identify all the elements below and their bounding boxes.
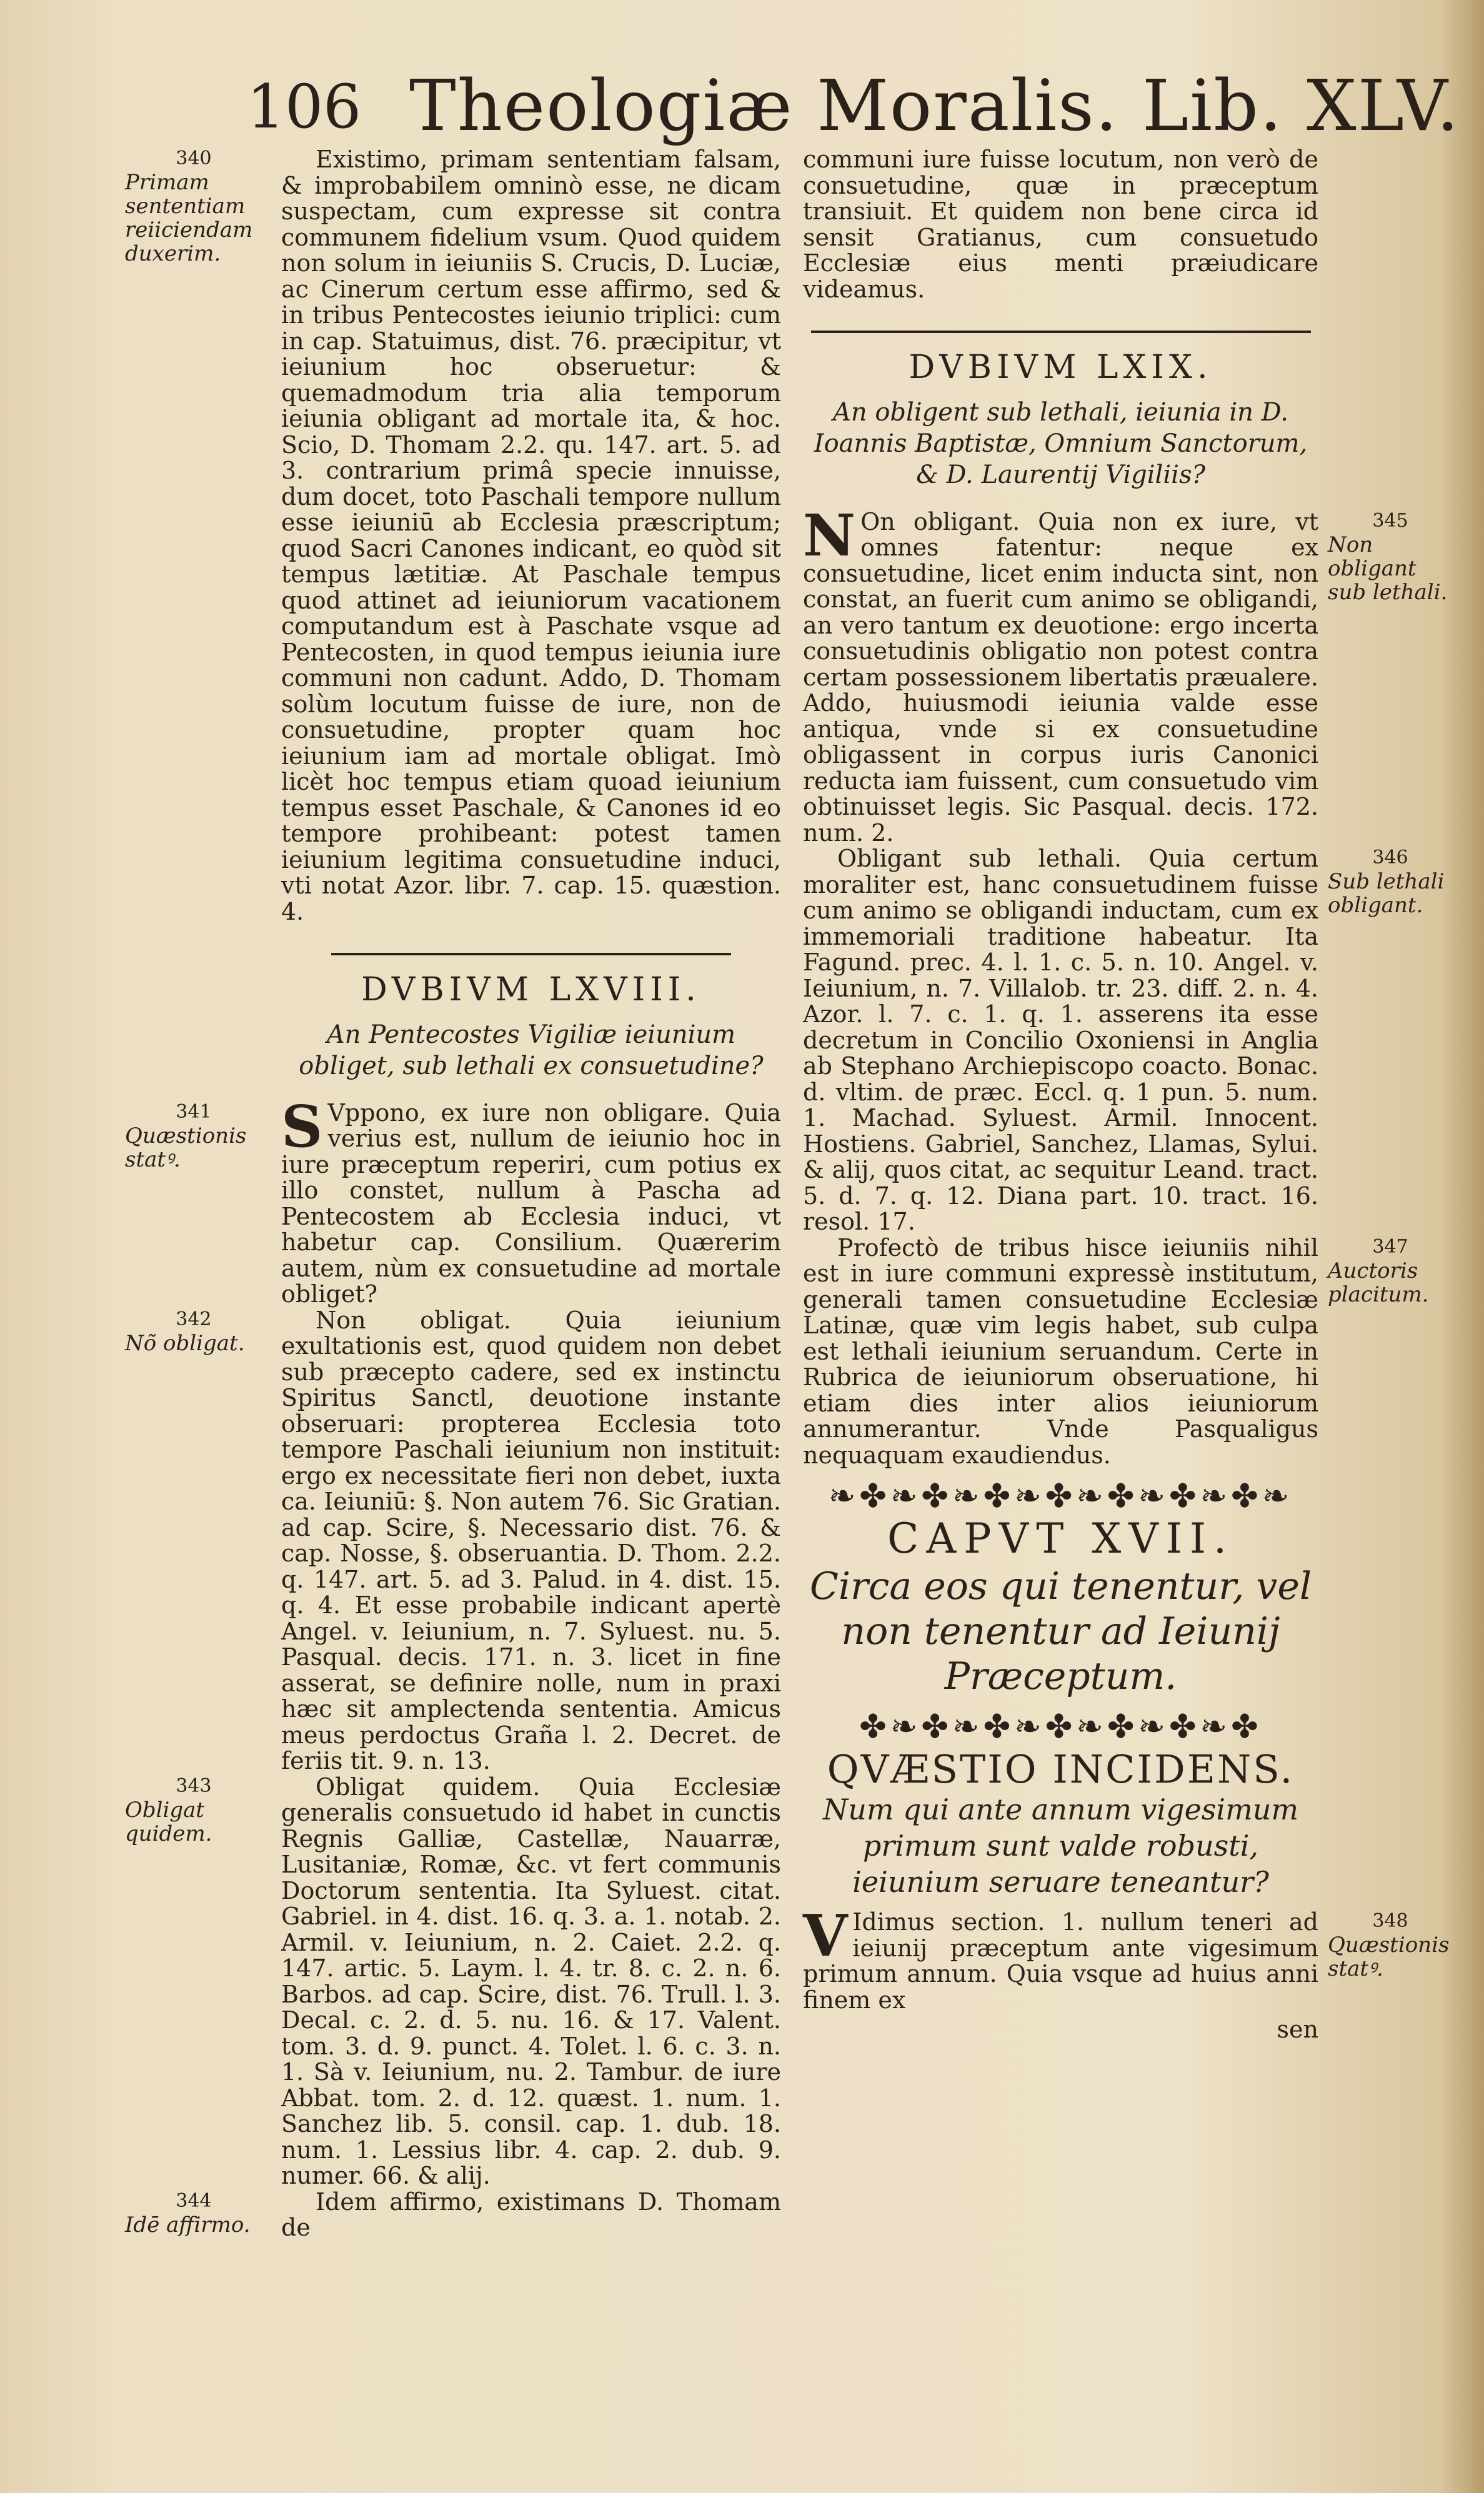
drop-cap: N <box>803 501 856 569</box>
margin-note-347: 347 Auctoris placitum. <box>1328 1235 1429 1307</box>
margin-note-340: 340 Primam sententiam reiiciendam duxerim. <box>125 147 253 266</box>
margin-note-343: 343 Obligat quidem. <box>125 1774 212 1846</box>
paragraph-348 <box>803 1902 1450 2014</box>
paragraph-341 <box>125 1092 781 1308</box>
paragraph-text: Vppono, ex iure non obligare. Quia verius est, nullum de ieiunio hoc in iure præceptum reperiri, cum potius ex illo constet, nullum à Pascha ad Pentecostem ab Ecclesia induci, vt habetur cap. Consilium. Quærerim autem, nùm ex consuetudine ad mortale obliget? <box>281 1098 781 1308</box>
running-title: Theologiæ Moralis. Lib. XLV. <box>409 66 1460 147</box>
caput-heading: CAPVT XVII. <box>887 1514 1234 1563</box>
section-rule <box>811 331 1311 333</box>
paragraph-340 <box>125 146 781 925</box>
paragraph-continuation: communi iure fuisse locutum, non verò de consuetudine, quæ in præceptum transiuit. Et quidem non bene circa id sensit Gratianus, cum consuetudo Ecclesiæ eius menti præiudicare videamus. <box>803 146 1318 303</box>
paragraph-347 <box>803 1233 1429 1469</box>
paragraph-text: Idem affirmo, existimans D. Thomam de <box>281 2187 781 2241</box>
margin-note-346: 346 Sub lethali obligant. <box>1328 847 1445 918</box>
margin-note-345: 345 Non obligant sub lethali. <box>1328 509 1448 605</box>
ornament-band-2: ✤❧✤❧✤❧✤❧✤❧✤❧✤ <box>859 1708 1262 1746</box>
dubium-heading: DVBIVM LXIX. <box>909 349 1213 386</box>
page-number: 106 <box>247 72 362 142</box>
paragraph-346 <box>803 845 1445 1235</box>
paragraph-text: Idimus section. 1. nullum teneri ad ieiunij præceptum ante vigesimum primum annum. Quia vsque ad huius anni finem ex <box>803 1908 1318 2014</box>
ornament-band: ❧✤❧✤❧✤❧✤❧✤❧✤❧✤❧ <box>828 1478 1293 1515</box>
paragraph-text: Profectò de tribus hisce ieiuniis nihil est in iure communi expressè institutum, generali tamen consuetudine Ecclesiæ Latinæ, quæ vim legis habet, sub culpa est lethali ieiunium seruandum. Certe in Rubrica de ieiuniorum obseruatione, hi etiam dies inter alios ieiuniorum annumerantur. Vnde Pasqualigus nequaquam exaudiendus. <box>803 1233 1318 1469</box>
paragraph-text: Obligat quidem. Quia Ecclesiæ generalis consuetudo id habet in cunctis Regnis Galliæ, Castellæ, Nauarræ, Lusitaniæ, Romæ, &c. vt fert communis Doctorum sententia. Ita Syluest. citat. Gabriel. in 4. dist. 16. q. 3. a. 1. notab. 2. Armil. v. Ieiunium, n. 2. Caiet. 2.2. q. 147. artic. 5. Laym. l. 4. tr. 8. c. 2. n. 6. Barbos. ad cap. Scire, dist. 76. Trull. l. 3. Decal. c. 2. d. 5. nu. 16. & 17. Valent. tom. 3. d. 9. punct. 4. Tolet. l. 6. c. 3. n. 1. Sà v. Ieiunium, nu. 2. Tambur. de iure Abbat. tom. 2. d. 12. quæst. 1. num. 1. Sanchez lib. 5. consil. cap. 1. dub. 18. num. 1. Lessius libr. 4. cap. 2. dub. 9. numer. 66. & alij. <box>281 1773 781 2189</box>
paragraph-344 <box>125 2187 781 2241</box>
margin-note-344: 344 Idē affirmo. <box>125 2189 251 2237</box>
page-header <box>247 59 1460 153</box>
margin-note-342: 342 Nõ obligat. <box>125 1308 245 1356</box>
drop-cap: S <box>281 1092 323 1160</box>
paragraph-text: Non obligat. Quia ieiunium exultationis est, quod quidem non debet sub præcepto cadere, sed ex instinctu Spiritus Sanctl, deuotione instante obseruari: propterea Ecclesia toto tempore Paschali ieiunium non instituit: ergo ex necessitate fieri non debet, iuxta ca. Ieiuniū: §. Non autem 76. Sic Gratian. ad cap. Scire, §. Necessario dist. 76. & cap. Nosse, §. obseruantia. D. Thom. 2.2. q. 147. art. 5. ad 3. Palud. in 4. dist. 15. q. 4. Et esse probabile indicant apertè Angel. v. Ieiunium, n. 7. Syluest. nu. 5. Pasqual. decis. 171. n. 3. licet in fine asserat, se definire nolle, num in praxi hæc sit amplectenda sententia. Amicus meus perdoctus Graña l. 2. Decret. de feriis tit. 9. n. 13. <box>281 1306 781 1774</box>
quaestio-question: Num qui ante annum vigesimum primum sunt valde robusti, ieiunium seruare teneantur? <box>823 1793 1298 1899</box>
dubium-question: An obligent sub lethali, ieiunia in D. Ioannis Baptistæ, Omnium Sanctorum, & D. Laurentij Vigiliis? <box>814 397 1308 489</box>
paragraph-text: On obligant. Quia non ex iure, vt omnes fatentur: neque ex consuetudine, licet enim inducta sint, non constat, an fuerit cum animo se obligandi, an vero tantum ex deuotione: ergo incerta consuetudinis obligatio non potest contra certam possessionem libertatis præualere. Addo, huiusmodi ieiunia valde esse antiqua, vnde si ex consuetudine obligassent in corpus iuris Canonici reducta iam fuissent, cum consuetudo vim obtinuisset legis. Sic Pasqual. decis. 172. num. 2. <box>803 507 1318 847</box>
paragraph-text: Existimo, primam sententiam falsam, & improbabilem omninò esse, ne dicam suspectam, cum expresse sit contra communem fidelium vsum. Quod quidem non solum in ieiuniis S. Crucis, D. Luciæ, ac Cinerum certum esse affirmo, sed & in tribus Pentecostes ieiunio triplici: cum in cap. Statuimus, dist. 76. præcipitur, vt ieiunium hoc obseruetur: & quemadmodum tria alia temporum ieiunia obligant ad mortale ita, & hoc. Scio, D. Thomam 2.2. qu. 147. art. 5. ad 3. contrarium primâ specie innuisse, dum docet, toto Paschali tempore nullum esse ieiuniū ab Ecclesia præscriptum; quod Sacri Canones indicant, eo quòd sit tempus lætitiæ. At Paschale tempus quod attinet ad ieiuniorum vacationem computandum est à Paschate vsque ad Pentecosten, in quod tempus ieiunia iure communi non cadunt. Addo, D. Thomam solùm locutum fuisse de iure, non de consuetudine, propter quam hoc ieiunium iam ad mortale obligat. Imò licèt hoc tempus etiam quoad ieiunium tempus esset Paschale, & Canones id eo tempore prohibeant: potest tamen ieiunium legitima consuetudine induci, vti notat Azor. libr. 7. cap. 15. quæstion. 4. <box>281 146 781 925</box>
paragraph-345 <box>803 501 1448 847</box>
dubium-heading: DVBIVM LXVIII. <box>361 971 701 1008</box>
caput-subtitle: Circa eos qui tenentur, vel non tenentur ad Ieiunij Præceptum. <box>809 1565 1312 1698</box>
paragraph-342 <box>125 1306 781 1774</box>
drop-cap: V <box>803 1902 848 1969</box>
left-column <box>125 146 781 2241</box>
margin-note-348: 348 Quæstionis statꝰ. <box>1328 1910 1450 1981</box>
dubium-question: An Pentecostes Vigiliæ ieiunium obliget, sub lethali ex consuetudine? <box>299 1020 764 1080</box>
quaestio-heading: QVÆSTIO INCIDENS. <box>827 1746 1295 1792</box>
catchword: sen <box>1277 2016 1318 2043</box>
paragraph-text: Obligant sub lethali. Quia certum moraliter est, hanc consuetudinem fuisse cum animo se obligandi inductam, cum ex immemoriali traditione habeatur. Ita Fagund. prec. 4. l. 1. c. 5. n. 10. Angel. v. Ieiunium, n. 7. Villalob. tr. 23. diff. 2. n. 4. Azor. l. 7. c. 1. q. 1. asserens ita esse decretum in Concilio Oxoniensi in Anglia ab Stephano Archiepiscopo coacto. Bonac. d. vltim. de præc. Eccl. q. 1 pun. 5. num. 1. Machad. Syluest. Armil. Innocent. Hostiens. Gabriel, Sanchez, Llamas, Sylui. & alij, quos citat, ac sequitur Leand. tract. 5. d. 7. q. 12. Diana part. 10. tract. 16. resol. 17. <box>803 845 1318 1235</box>
paragraph-343 <box>125 1773 781 2189</box>
margin-note-341: 341 Quæstionis statꝰ. <box>125 1100 247 1172</box>
section-rule <box>331 953 731 955</box>
right-column <box>803 146 1450 2043</box>
